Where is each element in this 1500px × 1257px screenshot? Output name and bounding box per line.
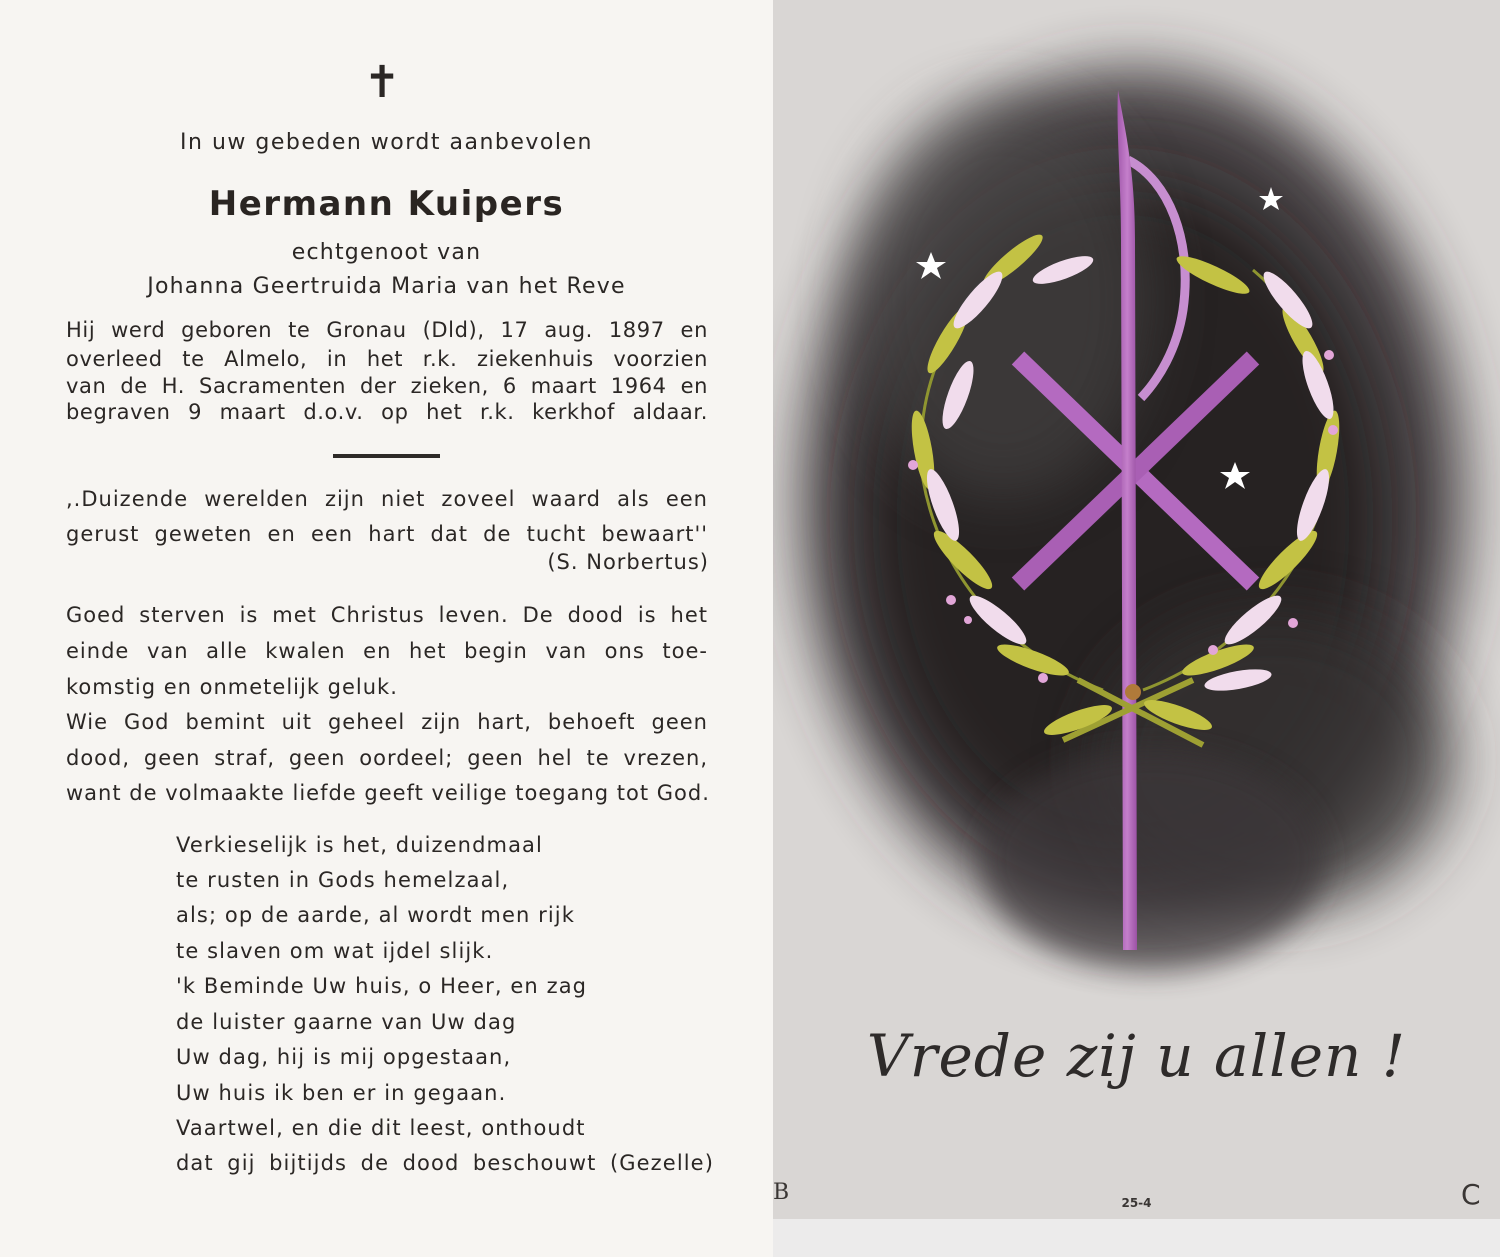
paragraph-line: komstig en onmetelijk geluk. xyxy=(66,675,398,699)
printer-mark: B xyxy=(773,1180,790,1205)
verse-line: als; op de aarde, al wordt men rijk xyxy=(176,903,576,927)
verse-line: Uw huis ik ben er in gegaan. xyxy=(176,1081,507,1105)
bio-line: begraven 9 maart d.o.v. op het r.k. kerkhof aldaar. xyxy=(66,400,708,424)
paragraph-line: Goed sterven is met Christus leven. De dood is het xyxy=(66,603,708,627)
paragraph-line: dood, geen straf, geen oordeel; geen hel te vrezen, xyxy=(66,746,708,770)
verse-line: 'k Beminde Uw huis, o Heer, en zag xyxy=(176,974,588,998)
scan-margin xyxy=(773,1219,1500,1257)
bio-line: overleed te Almelo, in het r.k. ziekenhuis voorzien xyxy=(66,347,708,371)
publisher-mark: C xyxy=(1461,1178,1481,1211)
bio-line: van de H. Sacramenten der zieken, 6 maart 1964 en xyxy=(66,374,708,398)
print-code: 25-4 xyxy=(1121,1196,1152,1210)
verse-line: Vaartwel, en die dit leest, onthoudt xyxy=(176,1116,586,1140)
paragraph-line: want de volmaakte liefde geeft veilige toegang tot God. xyxy=(66,781,710,805)
deceased-name: Hermann Kuipers xyxy=(208,184,565,224)
verse-line: dat gij bijtijds de dood beschouwt (Gezelle) xyxy=(176,1151,714,1175)
cross-icon: ✝ xyxy=(363,57,401,108)
verse-line: Uw dag, hij is mij opgestaan, xyxy=(176,1045,512,1069)
paragraph-line: Wie God bemint uit geheel zijn hart, behoeft geen xyxy=(66,710,708,734)
divider xyxy=(333,454,440,458)
quote-source: (S. Norbertus) xyxy=(547,550,709,574)
image-panel xyxy=(773,0,1500,1219)
verse-line: te rusten in Gods hemelzaal, xyxy=(176,868,510,892)
verse-line: te slaven om wat ijdel slijk. xyxy=(176,939,494,963)
verse-line: Verkieselijk is het, duizendmaal xyxy=(176,833,543,857)
spouse-name: Johanna Geertruida Maria van het Reve xyxy=(147,274,626,299)
verse-line: de luister gaarne van Uw dag xyxy=(176,1010,517,1034)
spouse-intro: echtgenoot van xyxy=(291,240,482,265)
bio-line: Hij werd geboren te Gronau (Dld), 17 aug. 1897 en xyxy=(66,318,708,342)
motto-text: Vrede zij u allen ! xyxy=(866,1022,1407,1090)
paragraph-line: einde van alle kwalen en het begin van ons toe- xyxy=(66,639,708,663)
quote-line: gerust geweten en een hart dat de tucht bewaart'' xyxy=(66,522,708,546)
quote-line: ,.Duizende werelden zijn niet zoveel waard als een xyxy=(66,487,708,511)
intro-line: In uw gebeden wordt aanbevolen xyxy=(180,130,593,155)
